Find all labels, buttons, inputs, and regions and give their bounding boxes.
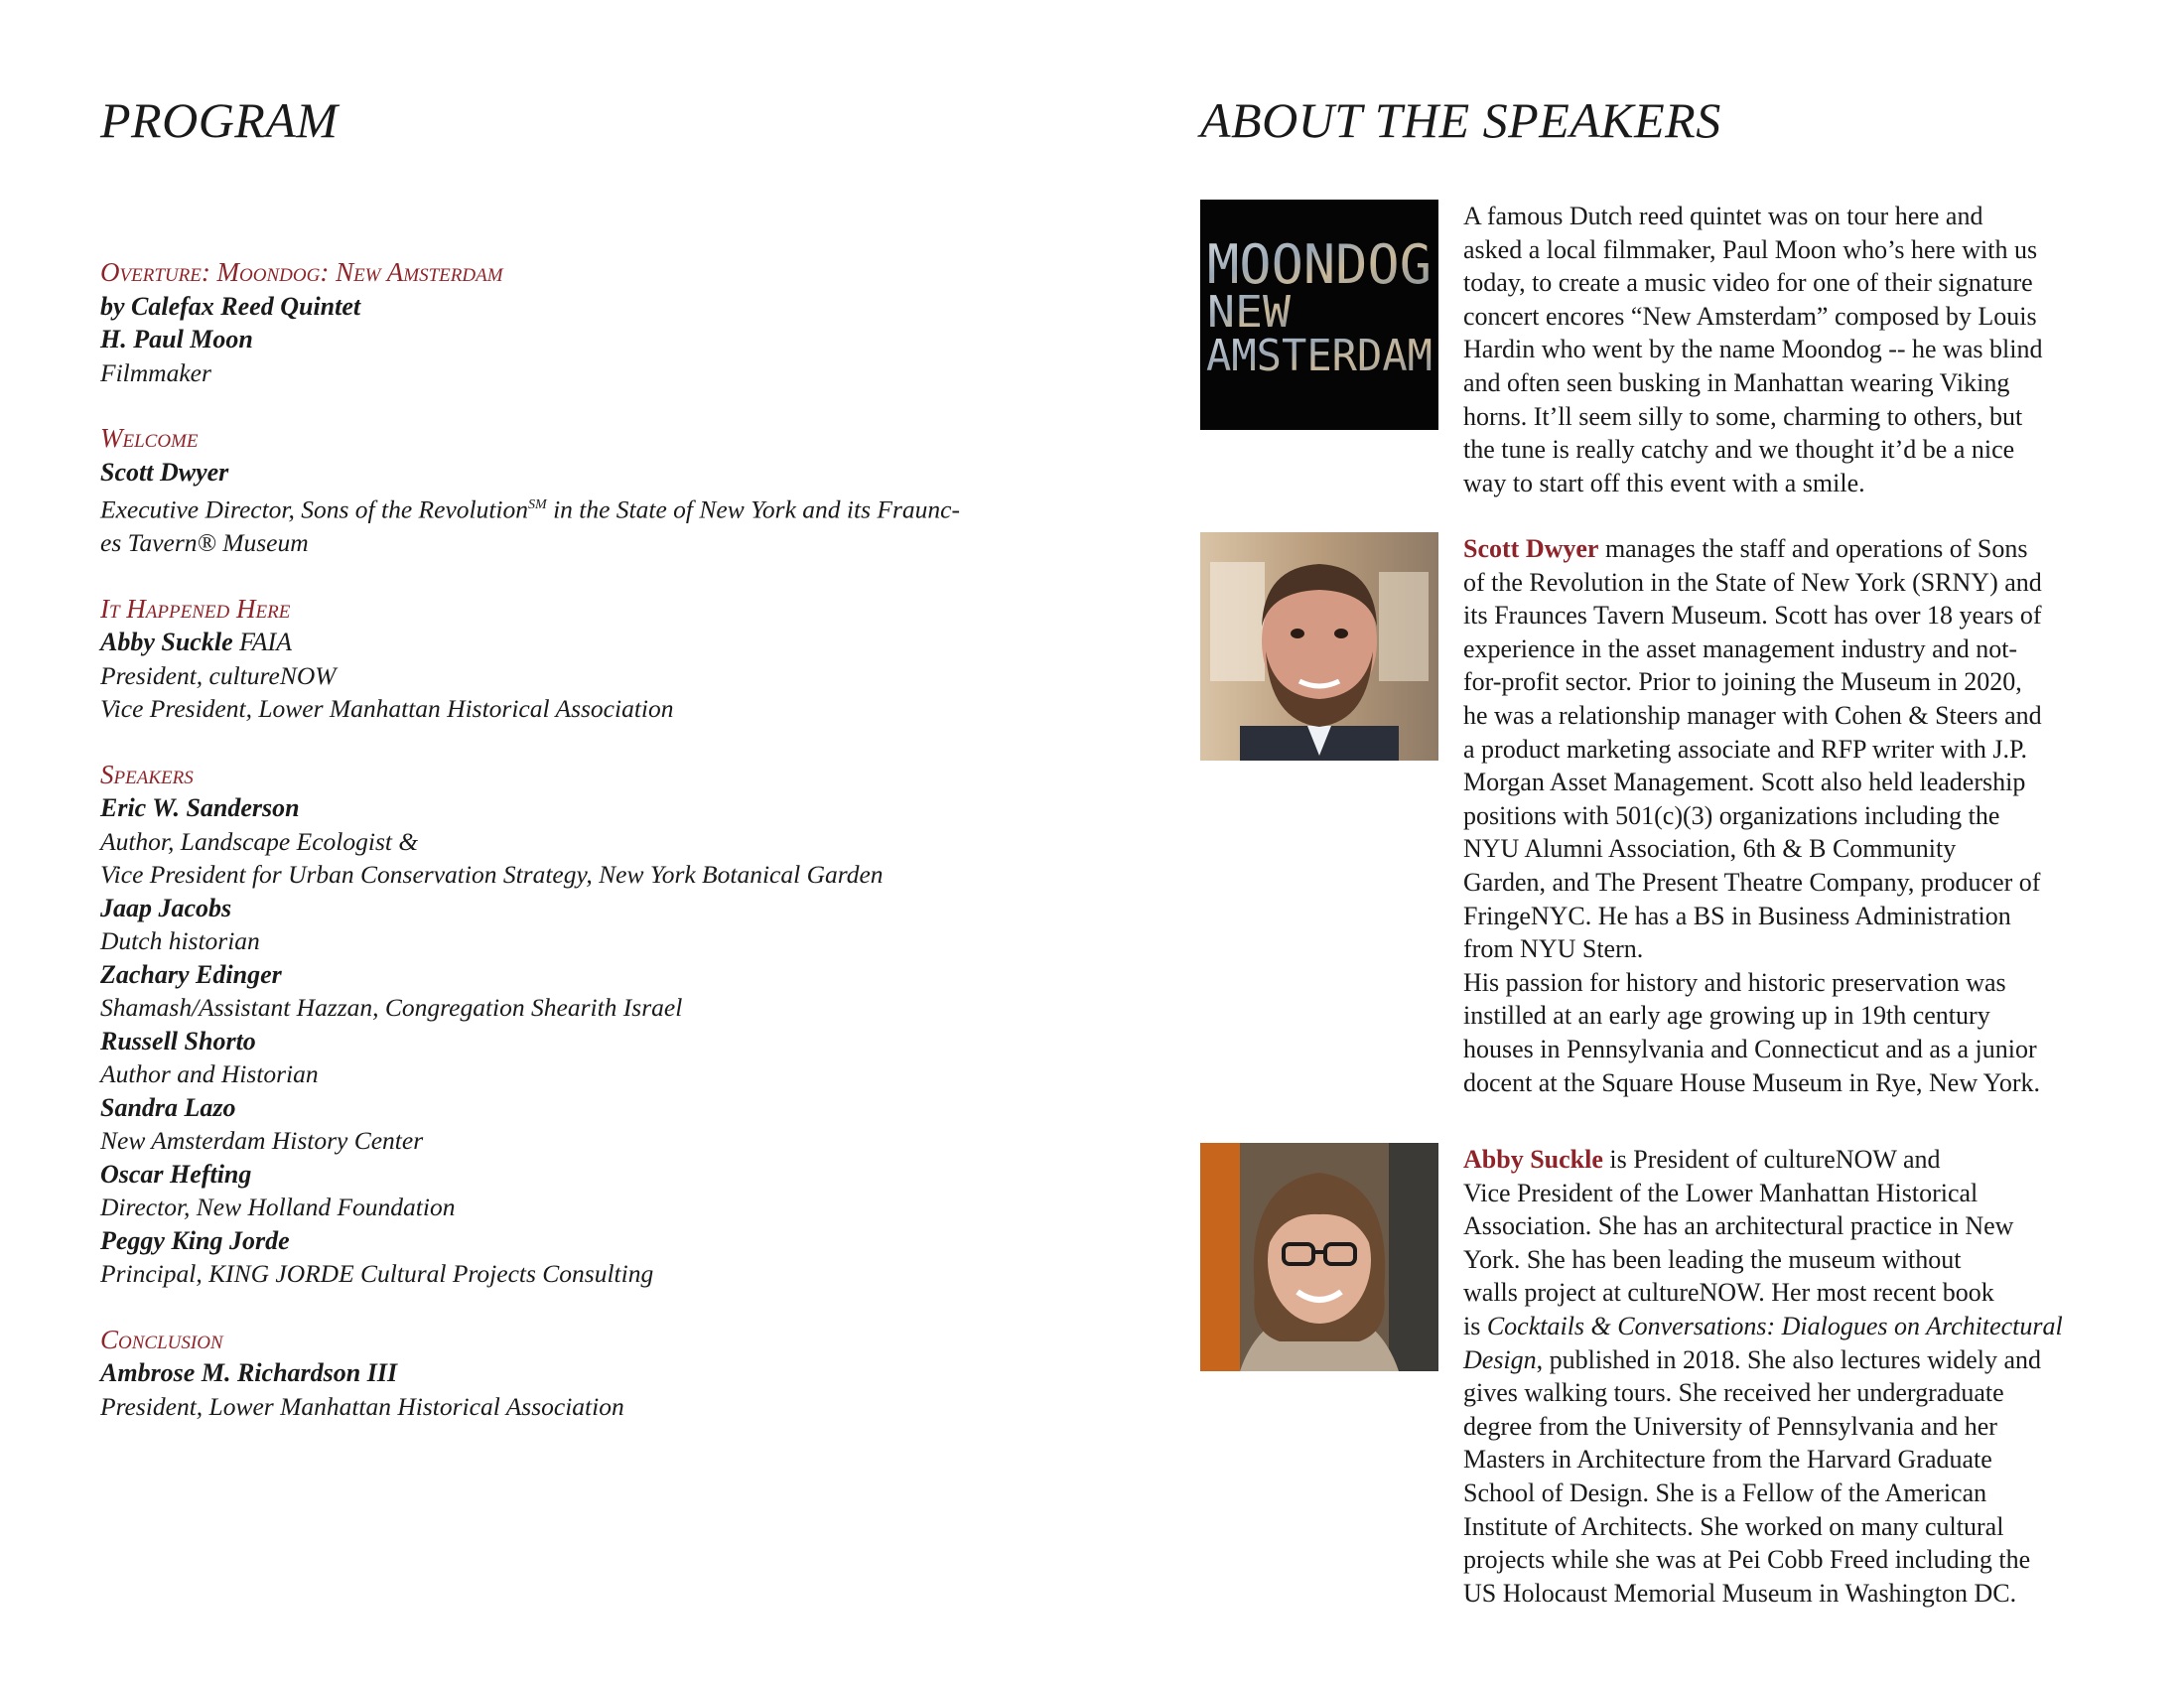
- bio-line: projects while she was at Pei Cobb Freed including the: [1463, 1545, 2031, 1575]
- section-heading: Overture: Moondog: New Amsterdam: [100, 257, 503, 287]
- person-name: Zachary Edinger: [100, 959, 282, 989]
- person-name: H. Paul Moon: [100, 325, 253, 353]
- speakers-title: ABOUT THE SPEAKERS: [1200, 92, 1721, 148]
- bio-line: [1463, 1310, 2184, 1343]
- bio-line: York. She has been leading the museum without: [1463, 1244, 1962, 1274]
- section-heading: Welcome: [100, 423, 199, 453]
- person-name: [100, 626, 1033, 659]
- bio-line: its Fraunces Tavern Museum. Scott has over 18 years of: [1463, 601, 2042, 631]
- service-mark: SM: [528, 497, 547, 512]
- abby-suckle-bio: [1463, 1143, 2184, 1610]
- section-heading: Conclusion: [100, 1324, 223, 1354]
- bio-text: is: [1463, 1311, 1487, 1340]
- bio-text: manages the staff and operations of Sons: [1598, 534, 2028, 563]
- portrait-graphic: [1200, 532, 1438, 761]
- bio-text: is President of cultureNOW and: [1602, 1145, 1941, 1174]
- bio-line: docent at the Square House Museum in Rye, New York.: [1463, 1067, 2040, 1097]
- bio-line: today, to create a music video for one of their signature: [1463, 268, 2033, 298]
- person-role: Author, Landscape Ecologist &: [100, 826, 419, 856]
- bio-line: positions with 501(c)(3) organizations including the: [1463, 800, 2000, 830]
- moondog-poster-graphic: [1200, 200, 1438, 430]
- scott-dwyer-photo: [1200, 532, 1438, 761]
- program-section-it-happened-here: [100, 593, 1033, 726]
- bio-line: houses in Pennsylvania and Connecticut and as a junior: [1463, 1034, 2037, 1063]
- performer-line: by Calefax Reed Quintet: [100, 291, 361, 321]
- bio-line: FringeNYC. He has a BS in Business Administration: [1463, 901, 2011, 930]
- person-role: Vice President, Lower Manhattan Historical Association: [100, 694, 674, 723]
- name-text: Abby Suckle: [100, 628, 233, 656]
- person-role: Vice President for Urban Conservation Strategy, New York Botanical Garden: [100, 860, 884, 889]
- person-role: Filmmaker: [100, 357, 211, 387]
- bio-line: Vice President of the Lower Manhattan Historical: [1463, 1178, 1979, 1207]
- abby-suckle-photo: [1200, 1143, 1438, 1371]
- bio-line: a product marketing associate and RFP writer with J.P.: [1463, 734, 2028, 764]
- program-section-overture: [100, 256, 1033, 389]
- person-name: Russell Shorto: [100, 1026, 256, 1055]
- poster-word-3: AMSTERDAM: [1206, 331, 1433, 381]
- person-role: Author and Historian: [100, 1059, 319, 1088]
- bio-line: US Holocaust Memorial Museum in Washington DC.: [1463, 1578, 2017, 1608]
- bio-line: he was a relationship manager with Cohen & Steers and: [1463, 700, 2042, 730]
- bio-line: asked a local filmmaker, Paul Moon who’s here with us: [1463, 234, 2038, 264]
- bio-line: Institute of Architects. She worked on many cultural: [1463, 1511, 2004, 1541]
- bio-line: A famous Dutch reed quintet was on tour here and: [1463, 202, 1983, 230]
- program-title: PROGRAM: [100, 92, 339, 148]
- bio-line: way to start off this event with a smile.: [1463, 468, 1865, 497]
- bio-line: gives walking tours. She received her undergraduate: [1463, 1378, 2004, 1408]
- person-role: es Tavern® Museum: [100, 528, 309, 557]
- speaker-name: Scott Dwyer: [1463, 534, 1599, 563]
- bio-line: Association. She has an architectural practice in New: [1463, 1211, 2014, 1241]
- bio-line: [1463, 1343, 2184, 1377]
- poster-word-1: MOONDOG: [1207, 233, 1432, 296]
- bio-line: of the Revolution in the State of New York (SRNY) and: [1463, 567, 2042, 597]
- bio-line: His passion for history and historic preservation was: [1463, 967, 2006, 997]
- moondog-poster-image: [1200, 200, 1438, 430]
- bio-line: experience in the asset management industry and not-: [1463, 633, 2018, 663]
- person-role: Shamash/Assistant Hazzan, Congregation Shearith Israel: [100, 993, 683, 1022]
- bio-line: for-profit sector. Prior to joining the Museum in 2020,: [1463, 667, 2022, 697]
- bio-line: Garden, and The Present Theatre Company, producer of: [1463, 867, 2041, 897]
- person-role: President, cultureNOW: [100, 660, 337, 690]
- person-name: Peggy King Jorde: [100, 1225, 290, 1255]
- role-text: Executive Director, Sons of the Revolution: [100, 494, 529, 524]
- moondog-bio: [1463, 200, 2184, 499]
- person-name: Jaap Jacobs: [100, 893, 232, 922]
- person-name: Ambrose M. Richardson III: [100, 1358, 398, 1387]
- person-role: Principal, KING JORDE Cultural Projects Consulting: [100, 1259, 654, 1288]
- bio-line: Masters in Architecture from the Harvard Graduate: [1463, 1445, 1992, 1475]
- role-text: in the State of New York and its Fraunc-: [546, 494, 960, 524]
- bio-line: from NYU Stern.: [1463, 934, 1644, 964]
- bio-text: , published in 2018. She also lectures widely and: [1536, 1344, 2042, 1374]
- program-section-welcome: [100, 422, 1033, 560]
- bio-line: Hardin who went by the name Moondog -- he was blind: [1463, 335, 2043, 364]
- book-title: Cocktails & Conversations: Dialogues on Architectural: [1486, 1311, 2063, 1340]
- bio-line: walls project at cultureNOW. Her most recent book: [1463, 1278, 1994, 1308]
- program-list: [100, 256, 1033, 1456]
- person-role: President, Lower Manhattan Historical Association: [100, 1391, 624, 1421]
- person-name: Oscar Hefting: [100, 1159, 252, 1189]
- portrait-graphic: [1200, 1143, 1438, 1371]
- bio-line: and often seen busking in Manhattan wearing Viking: [1463, 367, 2010, 397]
- section-heading: It Happened Here: [100, 593, 291, 624]
- person-role: Dutch historian: [100, 926, 260, 955]
- person-name: Eric W. Sanderson: [100, 793, 300, 822]
- bio-line: instilled at an early age growing up in 19th century: [1463, 1001, 1990, 1031]
- bio-line: Morgan Asset Management. Scott also held leadership: [1463, 768, 2026, 797]
- person-role: Director, New Holland Foundation: [100, 1193, 456, 1221]
- poster-word-2: NEW: [1207, 287, 1292, 338]
- section-heading: Speakers: [100, 759, 194, 789]
- name-suffix: FAIA: [232, 628, 293, 656]
- bio-line: [1463, 1143, 2184, 1177]
- program-section-conclusion: [100, 1324, 1033, 1424]
- person-role: New Amsterdam History Center: [100, 1126, 424, 1155]
- book-title: Design: [1463, 1344, 1537, 1374]
- scott-dwyer-bio: [1463, 532, 2184, 1099]
- bio-line: concert encores “New Amsterdam” composed by Louis: [1463, 301, 2037, 331]
- person-name: Sandra Lazo: [100, 1092, 236, 1122]
- bio-line: NYU Alumni Association, 6th & B Community: [1463, 834, 1957, 864]
- program-section-speakers: [100, 759, 1033, 1291]
- person-name: Scott Dwyer: [100, 457, 229, 487]
- speaker-name: Abby Suckle: [1463, 1145, 1603, 1174]
- bio-line: [1463, 532, 2184, 566]
- bio-line: School of Design. She is a Fellow of the American: [1463, 1477, 1987, 1507]
- person-role: [100, 489, 1033, 526]
- bio-line: horns. It’ll seem silly to some, charming to others, but: [1463, 401, 2023, 431]
- bio-line: degree from the University of Pennsylvania and her: [1463, 1411, 1997, 1441]
- bio-line: the tune is really catchy and we thought it’d be a nice: [1463, 435, 2015, 465]
